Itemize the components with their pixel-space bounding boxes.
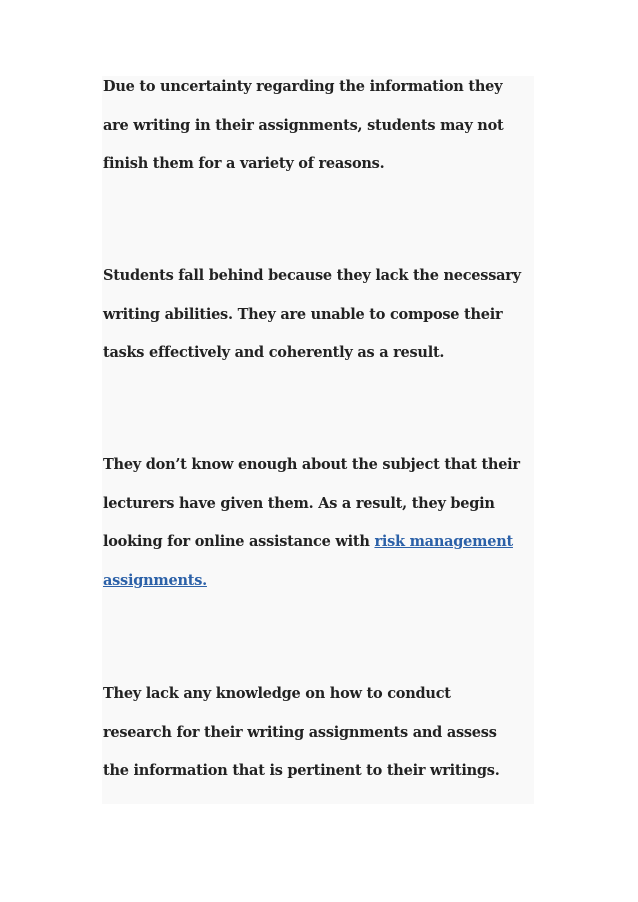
paragraph-line: Students fall behind because they lack the necessary [103,267,521,284]
paragraph-line: They don’t know enough about the subject that their [103,456,520,473]
paragraph-line: finish them for a variety of reasons. [103,155,385,172]
risk-management-assignments-link-continued[interactable]: assignments. [103,571,207,589]
paragraph-line: are writing in their assignments, students may not [103,116,504,134]
paragraph-4 [103,675,539,791]
risk-management-assignments-link[interactable]: risk management [374,533,513,550]
paragraph-3 [103,446,539,600]
paragraph-line: tasks effectively and coherently as a result. [103,344,445,361]
paragraph-1 [103,68,539,184]
paragraph-line [103,562,539,601]
paragraph-line: research for their writing assignments and assess [103,723,497,741]
paragraph-line: Due to uncertainty regarding the information they [103,78,503,95]
paragraph-line: the information that is pertinent to their writings. [103,762,500,779]
paragraph-line [103,523,539,562]
paragraph-2 [103,257,539,373]
paragraph-line: They lack any knowledge on how to conduct [103,685,451,702]
paragraph-line: writing abilities. They are unable to compose their [103,305,503,323]
paragraph-line-prefix: looking for online assistance with [103,533,375,550]
paragraph-line: lecturers have given them. As a result, they begin [103,494,495,512]
